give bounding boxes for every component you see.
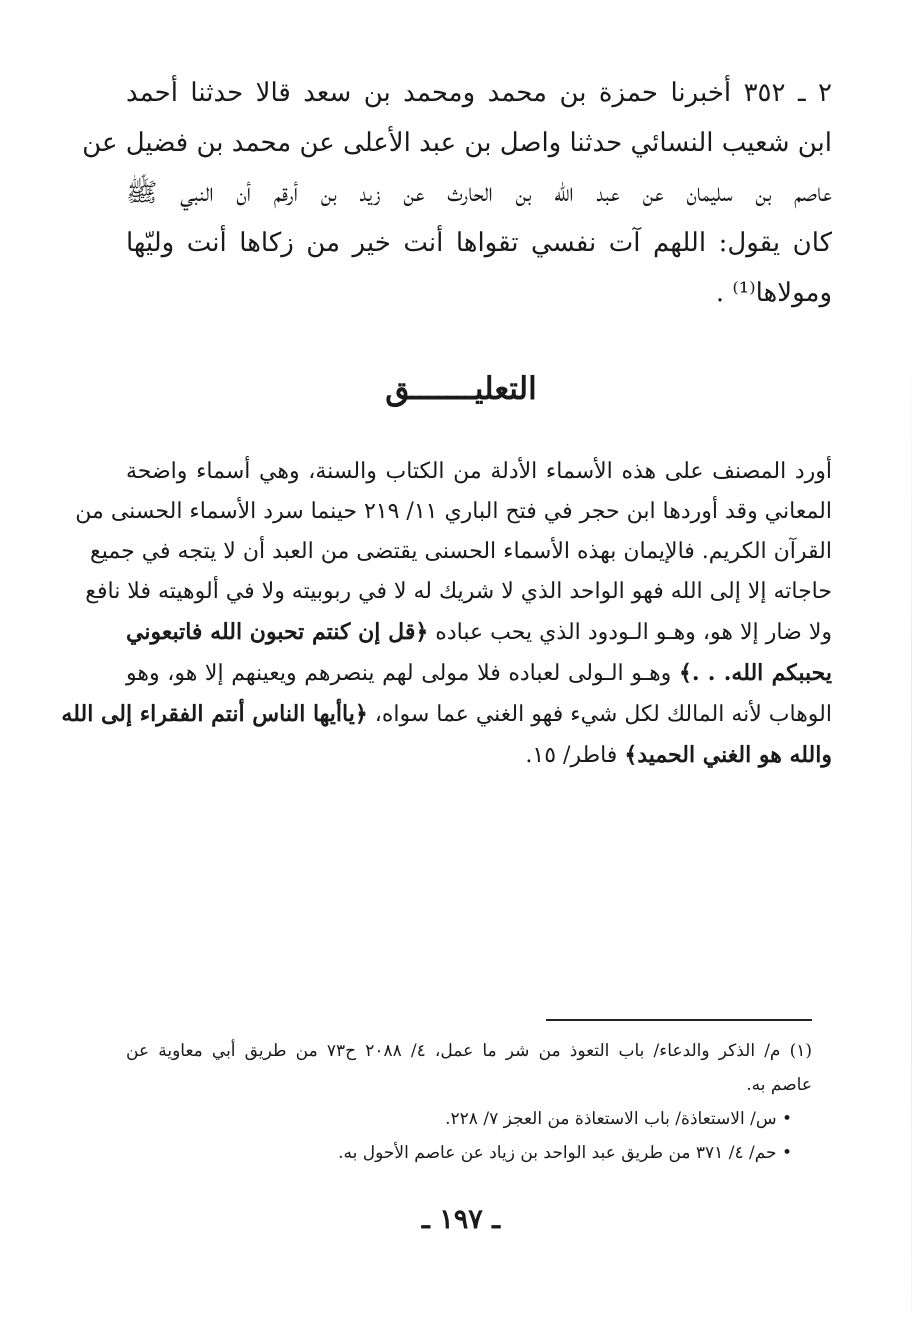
- hadith-line-1: ٢ ـ ٣٥٢ أخبرنا حمزة بن محمد ومحمد بن سعد قالا حدثنا أحمد: [126, 78, 832, 108]
- commentary-line-7: [61, 694, 832, 735]
- hadith-line-3: عاصم بن سليمان عن عبد الله بن الحارث عن زيد بن أرقم أن النبي ﷺ: [126, 178, 832, 208]
- commentary-line-6: [126, 653, 832, 694]
- hadith-line-5: ومولاها⁽¹⁾ .: [715, 278, 832, 308]
- commentary-text-run: الوهاب لأنه المالك لكل شيء فهو الغني عما سواه،: [367, 702, 832, 727]
- quran-quote: والله هو الغني الحميد﴾: [624, 742, 832, 768]
- commentary-line-4: حاجاته إلا إلى الله فهو الواحد الذي لا شريك له لا في ربوبيته ولا في ألوهيته فلا نافع: [85, 579, 832, 604]
- commentary-line-2: المعاني وقد أوردها ابن حجر في فتح الباري ١١/ ٢١٩ حينما سرد الأسماء الحسنى من: [75, 499, 832, 524]
- commentary-line-5: [126, 612, 832, 653]
- footnote-line-2: عاصم به.: [746, 1075, 812, 1095]
- footnote-line-4: • حم/ ٤/ ٣٧١ من طريق عبد الواحد بن زياد عن عاصم الأحول به.: [338, 1143, 792, 1163]
- quran-quote: يحببكم الله. . .﴾: [678, 660, 832, 686]
- hadith-text: [82, 68, 832, 318]
- quran-quote: ﴿ياأيها الناس أنتم الفقراء إلى الله: [61, 701, 368, 727]
- surah-reference: فاطر/ ١٥.: [525, 743, 625, 768]
- commentary-text-run: ولا ضار إلا هو، وهـو الـودود الذي يحب عباده: [428, 620, 832, 645]
- footnote-line-3: • س/ الاستعاذة/ باب الاستعاذة من العجز ٧/ ٢٢٨.: [445, 1109, 792, 1129]
- section-heading: التعليـــــــق: [385, 371, 537, 407]
- commentary-line-3: القرآن الكريم. فالإيمان بهذه الأسماء الحسنى يقتضى من العبد أن لا يتجه في جميع: [90, 539, 832, 564]
- commentary-line-8: [126, 735, 832, 776]
- hadith-line-4: كان يقول: اللهم آت نفسي تقواها أنت خير من زكاها أنت وليّها: [126, 228, 832, 258]
- footnote-divider: [546, 1019, 812, 1021]
- commentary-text-run: وهـو الـولى لعباده فلا مولى لهم ينصرهم ويعينهم إلا هو، وهو: [126, 661, 679, 686]
- scan-edge-shadow: [911, 290, 912, 1310]
- quran-quote: ﴿قل إن كنتم تحبون الله فاتبعوني: [126, 619, 429, 645]
- page-number: ـ ١٩٧ ـ: [421, 1204, 501, 1235]
- commentary-text: [61, 452, 832, 776]
- hadith-line-2: ابن شعيب النسائي حدثنا واصل بن عبد الأعلى عن محمد بن فضيل عن: [82, 128, 832, 158]
- footnote-line-1: (١) م/ الذكر والدعاء/ باب التعوذ من شر ما عمل، ٤/ ٢٠٨٨ ح٧٣ من طريق أبي معاوية عن: [126, 1041, 813, 1061]
- commentary-line-1: أورد المصنف على هذه الأسماء الأدلة من الكتاب والسنة، وهي أسماء واضحة: [126, 459, 832, 484]
- footnotes: [126, 1034, 812, 1170]
